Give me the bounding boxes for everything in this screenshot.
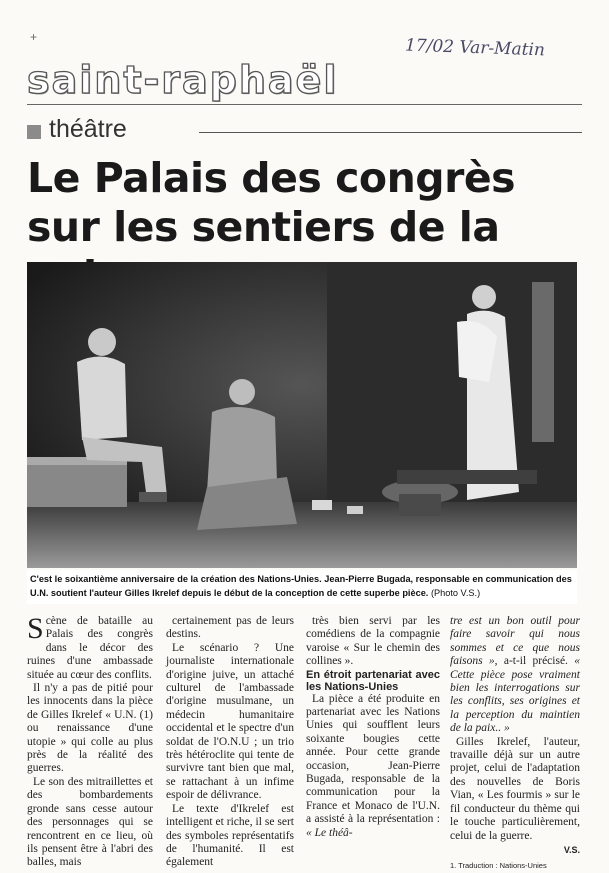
paragraph: cène de bataille au Palais des congrès dans le décor des ruines d'une ambassade située au cœur des conflits. [27,615,153,681]
headline-line-1: Le Palais des congrès [27,154,516,202]
rubric-header [27,117,582,145]
photo-caption [27,570,577,604]
article-column-4 [450,615,580,873]
article-column-1 [27,612,153,870]
rubric-square-icon [27,125,41,139]
paragraph: La pièce a été produite en partenariat avec les Nations Unies qui soufflent leurs soixante bougies cette année. Pour cette grande occasion, Jean-Pierre Bugada, responsable de la communication pour la France et Monaco de l'U.N. a assisté à la représentation : [306,692,440,826]
rubric-rule [199,132,582,133]
quote-start: « Le théâ- [306,826,353,839]
registration-mark: + [30,30,38,44]
paragraph: Le texte d'Ikrelef est intelligent et riche, il se sert des symboles représentatifs de l'humanité. Il est également [166,802,294,869]
section-title: saint-raphaël [27,58,339,102]
stage-photo [27,262,577,568]
drop-cap: S [27,612,44,645]
paragraph: très bien servi par les comédiens de la compagnie varoise « Sur le chemin des collines ». [306,615,440,668]
caption-text: C'est le soixantième anniversaire de la création des Nations-Unies. Jean-Pierre Bugada, responsable en communication des U.N. soutient l'auteur Gilles Ikrelef depuis le début de la conception de cette superbe pièce. [30,574,572,598]
paragraph: Il n'y a pas de pitié pour les innocents dans la pièce de Gilles Ikrelef « U.N. (1) ou renaissance d'une utopie » qui colle au plus près de la réalité des guerres. [27,682,153,775]
handwritten-note: 17/02 Var-Matin [404,35,546,61]
author-signature: V.S. [563,844,580,855]
rubric-label: théâtre [49,115,127,143]
photo-credit: (Photo V.S.) [430,588,481,598]
subheading: En étroit partenariat avec les Nations-Unies [306,668,440,693]
stage-photo-illustration [27,262,577,568]
paragraph: Gilles Ikrelef, l'auteur, travaille déjà sur un autre projet, celui de l'adaptation des nouvelles de Boris Vian, « Les fourmis » sur le fil conducteur du thème qui le touche particulièrement, celui de la guerre. [450,735,580,842]
paragraph: Le son des mitraillettes et des bombardements gronde sans cesse autour des personnages qui se rencontrent en ce lieu, où ils pensent être à l'abri des balles, mais [27,775,153,869]
section-divider [27,104,582,105]
paragraph: certainement pas de leurs destins. [166,615,294,641]
paragraph: , a-t-il précisé. [494,655,568,668]
paragraph: Le scénario ? Une journaliste internationale d'origine juive, un attaché culturel de l'ambassade d'origine musulmane, un médecin humanitaire occidental et le spectre d'un soldat de l'O.N.U ; un trio très hétéroclite qui tente de survivre tant bien que mal, se rattachant à un infime espoir de délivrance. [166,641,294,802]
footnote: 1. Traduction : Nations-Unies [450,861,547,871]
quote: tre est un bon outil pour faire savoir qui nous sommes et ce que nous faisons » [450,615,580,668]
article-column-2 [166,615,294,870]
headline-line-2: sur les sentiers de la [27,203,500,251]
article-column-3 [306,615,440,840]
quote: « Cette pièce pose vraiment bien les interrogations sur les conflits, ses origines et la perception du maintien de la paix.. » [450,655,580,735]
